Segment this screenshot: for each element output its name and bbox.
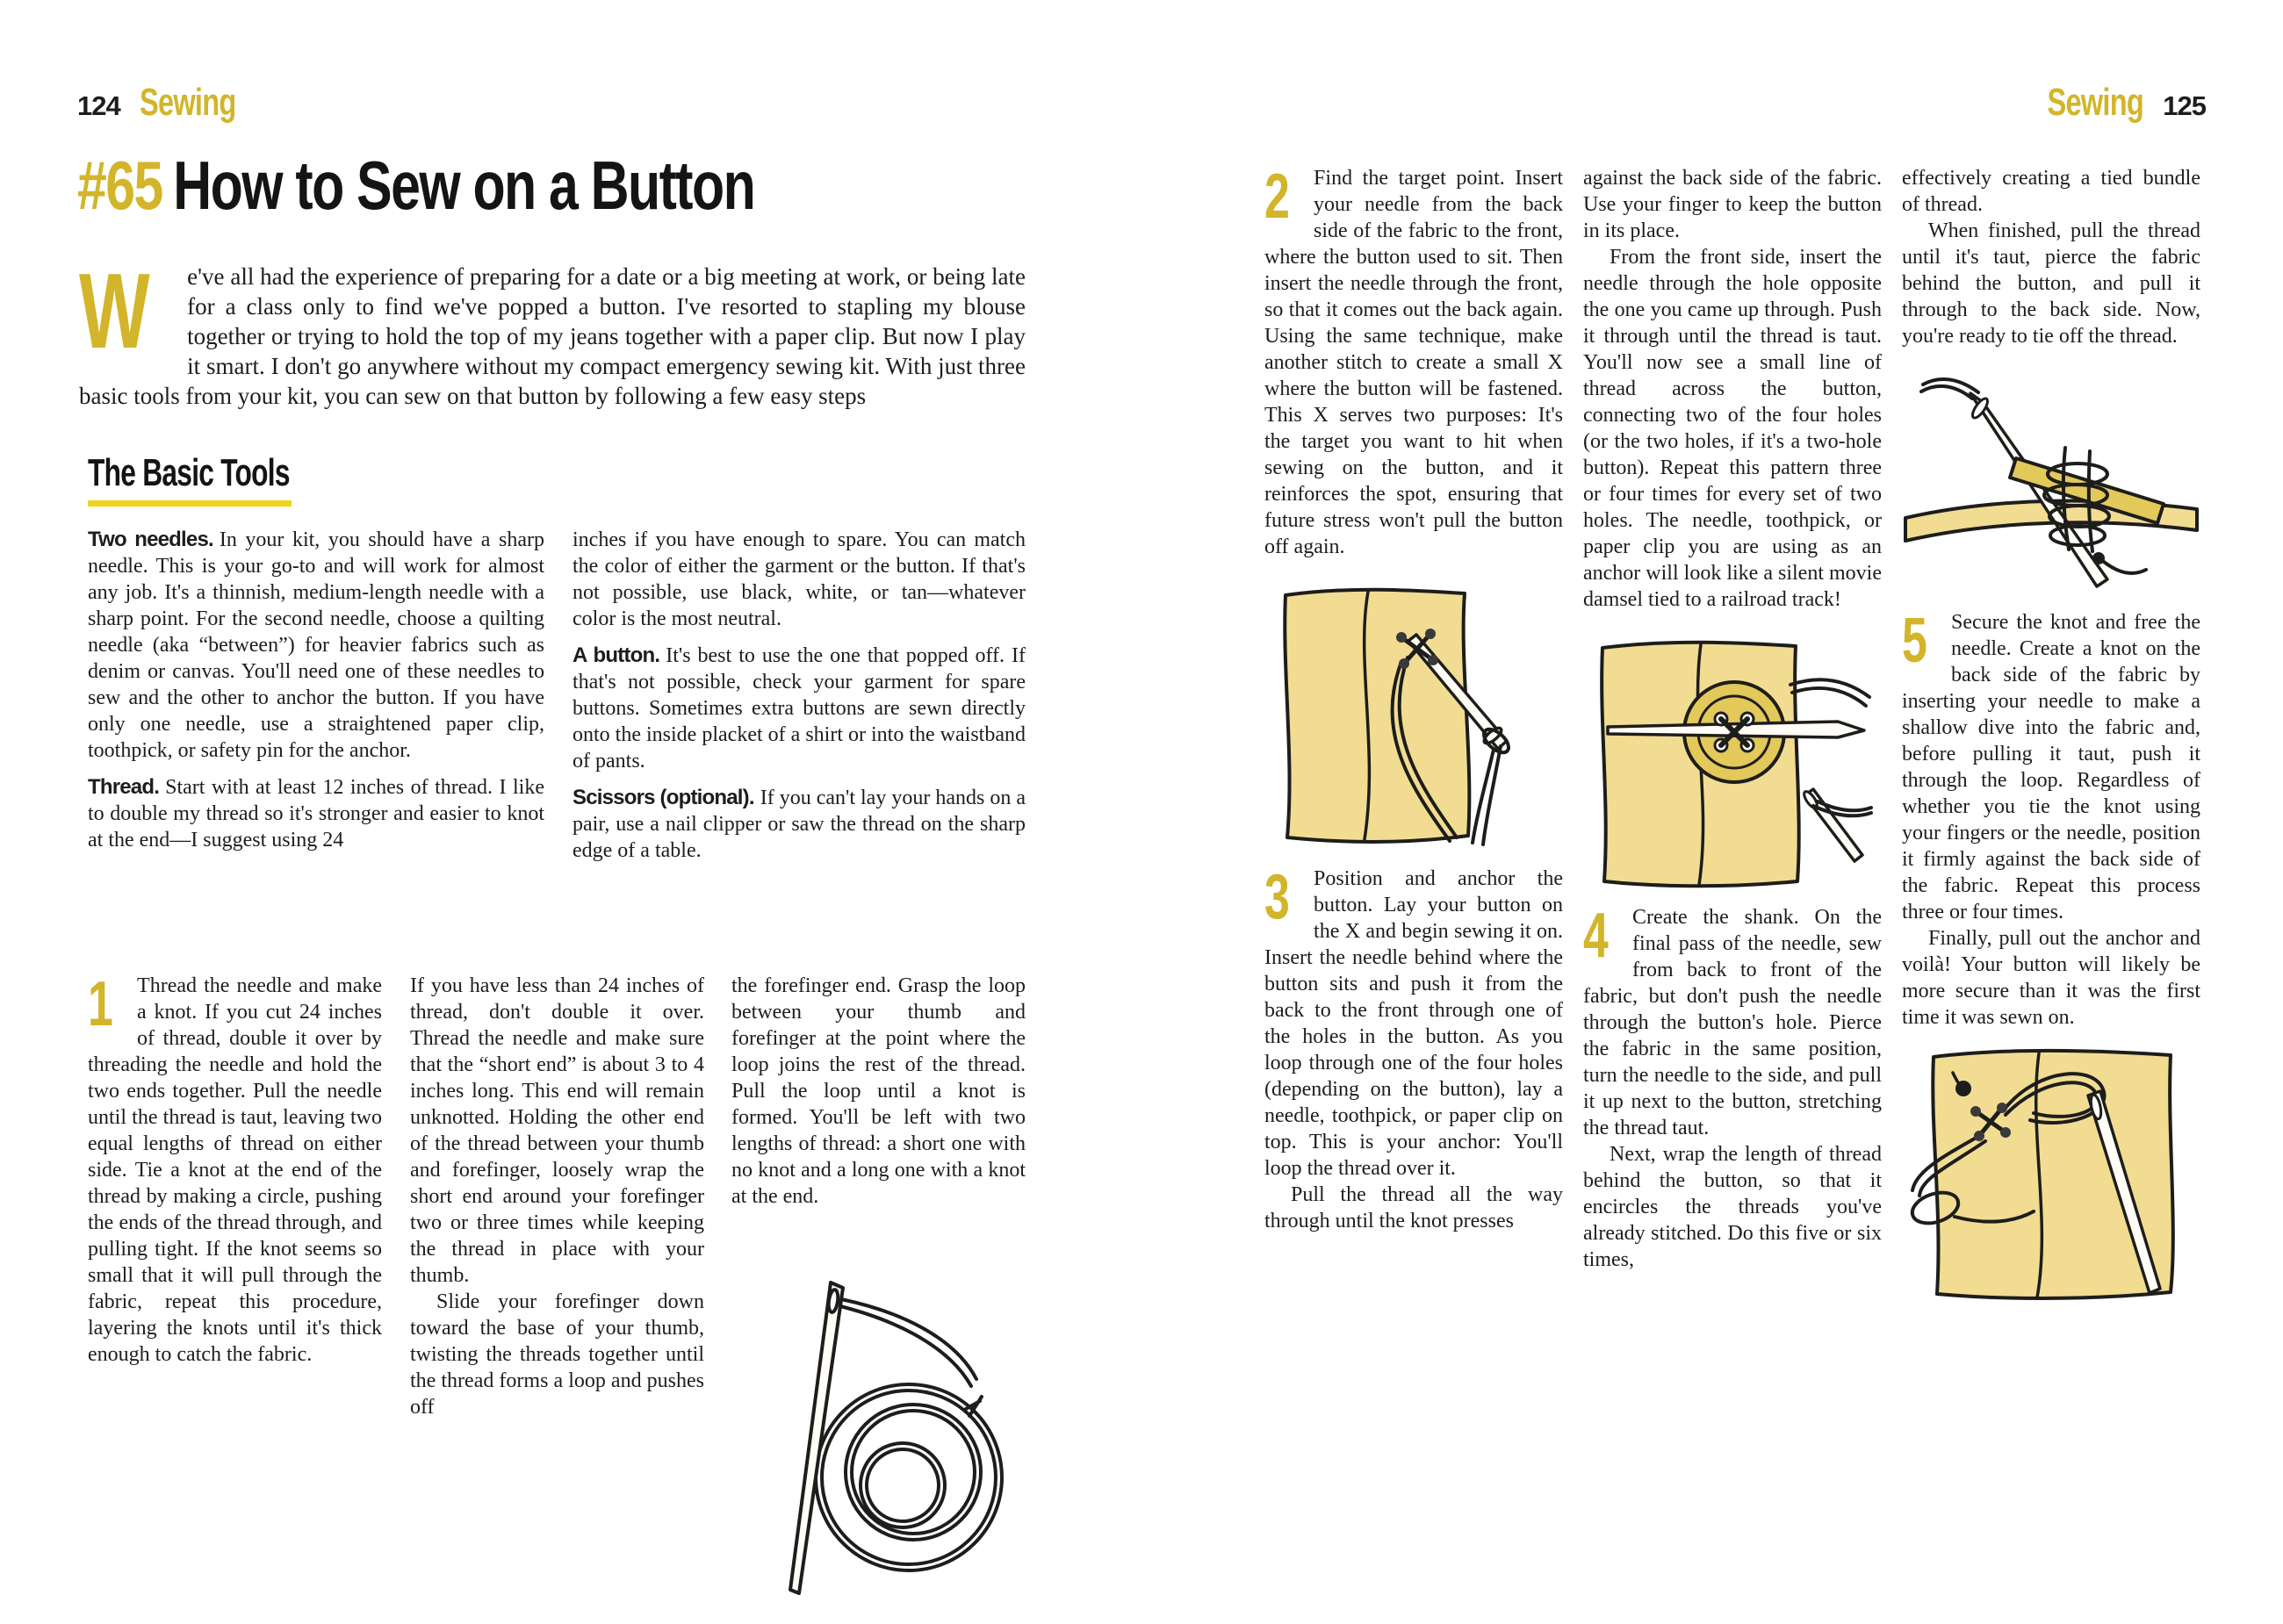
tool-label: Scissors (optional). [573,786,754,809]
step3-text: Position and anchor the button. Lay your button on the X and begin sewing it on. Insert the needle behind where the button sits and push it from the back to the front through one of the holes in the button. As you loop through one of the four holes (depending on the button), lay a needle, toothpick, or paper clip on top. This is your anchor: You'll loop the thread over it. [1264,867,1563,1180]
step1-paragraph-1 [88,969,382,1368]
step3-continued-1: against the back side of the fabric. Use your finger to keep the button in its place. [1583,167,1882,242]
basic-tools-column-2 [573,527,1026,874]
tool-item-scissors [573,785,1026,864]
step2-paragraph-1 [1264,162,1563,560]
step1-column-2 [410,973,704,1420]
right-running-head: Sewing [2047,81,2144,124]
basic-tools-column-1 [88,527,544,864]
step5-paragraph-2: Finally, pull out the anchor and voilà! Your button will likely be more secure than it was the first time it was sewn on. [1902,927,2200,1029]
right-column-2 [1583,165,1882,1273]
tool-item-thread [88,774,544,853]
left-running-head: Sewing [139,81,236,124]
step4-text: Create the shank. On the final pass of the needle, sew from back to front of the fabric, but don't push the needle through the button's hole. Pierce the fabric in the same position, turn the needle to the side, and pull it up next to the button, stretching the thread taut. [1583,906,1882,1139]
left-page-header [77,81,270,125]
tool-item-a-button [573,643,1026,774]
step1-number: 1 [88,969,113,1039]
step1-paragraph-3: Slide your forefinger down toward the base of your thumb, twisting the threads together until the thread forms a loop and pushes off [410,1290,704,1419]
tool-text: inches if you have enough to spare. You can match the color of either the garment or the button. If that's not possible, use black, white, or tan—whatever color is the most neutral. [573,528,1026,630]
tool-text: If you can't lay your hands on a pair, use a nail clipper or saw the thread on the sharp edge of a table. [573,787,1026,862]
step5-text: Secure the knot and free the needle. Create a knot on the back side of the fabric by inserting your needle to make a shallow dive into the fabric and, before pulling it taut, push it through the loop. Regardless of whether you tie the knot using your fingers or the needle, position it firmly against the back side of the fabric. Repeat this process three or four times. [1902,611,2200,923]
intro-paragraph [79,251,1026,411]
chapter-title [77,146,754,226]
chapter-title-text: How to Sew on a Button [173,147,755,224]
tool-label: Thread. [88,775,160,799]
intro-block [79,251,1026,411]
left-page-number: 124 [77,90,120,121]
intro-dropcap: W [79,251,150,370]
step4-number: 4 [1583,901,1609,971]
step1-paragraph-4: the forefinger end. Grasp the loop between your thumb and forefinger at the point where the loop joins the rest of the thread. Pull the loop until a knot is formed. You'll be left with two lengths of thread: a short one with no knot and a long one with a knot at the end. [731,974,1026,1208]
step4-paragraph-1 [1583,901,1882,1141]
right-page-header [2013,81,2206,125]
yellow-rule [88,500,292,507]
step5-paragraph-1 [1902,606,2200,925]
step4-continued-2: When finished, pull the thread until it's taut, pierce the fabric behind the button, and pull it through to the back side. Now, you're ready to tie off the thread. [1902,219,2200,348]
button-anchor-needle-illustration [1583,634,1873,888]
tool-item-two-needles [88,527,544,764]
step4-continued-1: effectively creating a tied bundle of thread. [1902,167,2200,216]
tool-label: A button. [573,643,660,667]
step2-number: 2 [1264,162,1290,232]
tool-text: In your kit, you should have a sharp needle. This is your go-to and will work for almost any job. It's a thinnish, medium-length needle with a sharp point. For the second needle, choose a quilting needle (aka “between”) for heavier fabrics such as denim or canvas. You'll need one of these needles to sew and the other to anchor the button. If you have only one needle, use a straightened paper clip, toothpick, or safety pin for the anchor. [88,528,544,762]
right-column-3 [1902,165,2200,1306]
step3-paragraph-2: Pull the thread all the way through until the knot presses [1264,1183,1563,1232]
basic-tools-heading-block [88,451,368,507]
thread-shank-wrap-illustration [1902,376,2200,595]
chapter-number: #65 [77,147,162,224]
step2-text: Find the target point. Insert your needle from the back side of the fabric to the front, where the button used to sit. Then insert the needle through the front, so that it comes out the back again. Using the same technique, make another stitch to create a small X where the button will be fastened. This X serves two purposes: It's the target you want to hit when sewing on the button, and it reinforces the spot, ensuring that future stress won't pull the button off again. [1264,167,1563,558]
step1-paragraph-2: If you have less than 24 inches of thread, don't double it over. Thread the needle and make sure that the “short end” is about 3 to 4 inches long. This end will remain unknotted. Holding the other end of the thread between your thumb and forefinger, loosely wrap the short end around your forefinger two or three times while keeping the thread in place with your thumb. [410,974,704,1287]
step4-paragraph-2: Next, wrap the length of thread behind the button, so that it encircles the threads you've already stitched. Do this five or six times, [1583,1143,1882,1271]
step3-continued-2: From the front side, insert the needle through the hole opposite the one you came up through. Push it through until the thread is taut. You'll now see a small line of thread across the button, connecting two of the four holes (or the two holes, if it's a two-hole button). Repeat this pattern three or four times for every set of two holes. The needle, toothpick, or paper clip you are using as an anchor will look like a silent movie damsel tied to a railroad track! [1583,246,1882,611]
step3-number: 3 [1264,862,1290,932]
step3-paragraph-1 [1264,862,1563,1182]
fabric-knot-needle-illustration [1907,1043,2197,1306]
intro-text: e've all had the experience of preparing for a date or a big meeting at work, or being late for a class only to find we've popped a button. I've resorted to stapling my blouse together or trying to hold the top of my jeans together with a paper clip. But now I play it smart. I don't go anywhere without my compact emergency sewing kit. With just three basic tools from your kit, you can sew on that button by following a few easy steps [79,263,1026,409]
step1-text: Thread the needle and make a knot. If you cut 24 inches of thread, double it over by threading the needle and hold the two ends together. Pull the needle until the thread is taut, leaving two equal lengths of thread on either side. Tie a knot at the end of the thread by making a circle, pushing the ends of the thread through, and pulling tight. If the knot seems so small that it will pull through the fabric, repeat this procedure, layering the knots until it's thick enough to catch the fabric. [88,974,382,1366]
step1-column-3 [731,973,1026,1210]
chapter-title-block [77,146,946,226]
tool-text: Start with at least 12 inches of thread. I like to double my thread so it's stronger and easier to knot at the end—I suggest using 24 [88,776,544,852]
basic-tools-heading: The Basic Tools [88,451,290,494]
step5-number: 5 [1902,606,1927,676]
tool-label: Two needles. [88,528,213,551]
right-page-number: 125 [2163,90,2206,121]
step1-column-1 [88,969,382,1368]
fabric-x-stitch-needle-illustration [1270,583,1551,846]
right-column-1 [1264,162,1563,1234]
needle-coiled-thread-illustration [746,1277,1019,1602]
tool-text: It's best to use the one that popped off. If that's not possible, check your garment for spare buttons. Sometimes extra buttons are sewn directly onto the inside placket of a shirt or into the waistband of pants. [573,644,1026,772]
tool-item-continuation [573,527,1026,632]
